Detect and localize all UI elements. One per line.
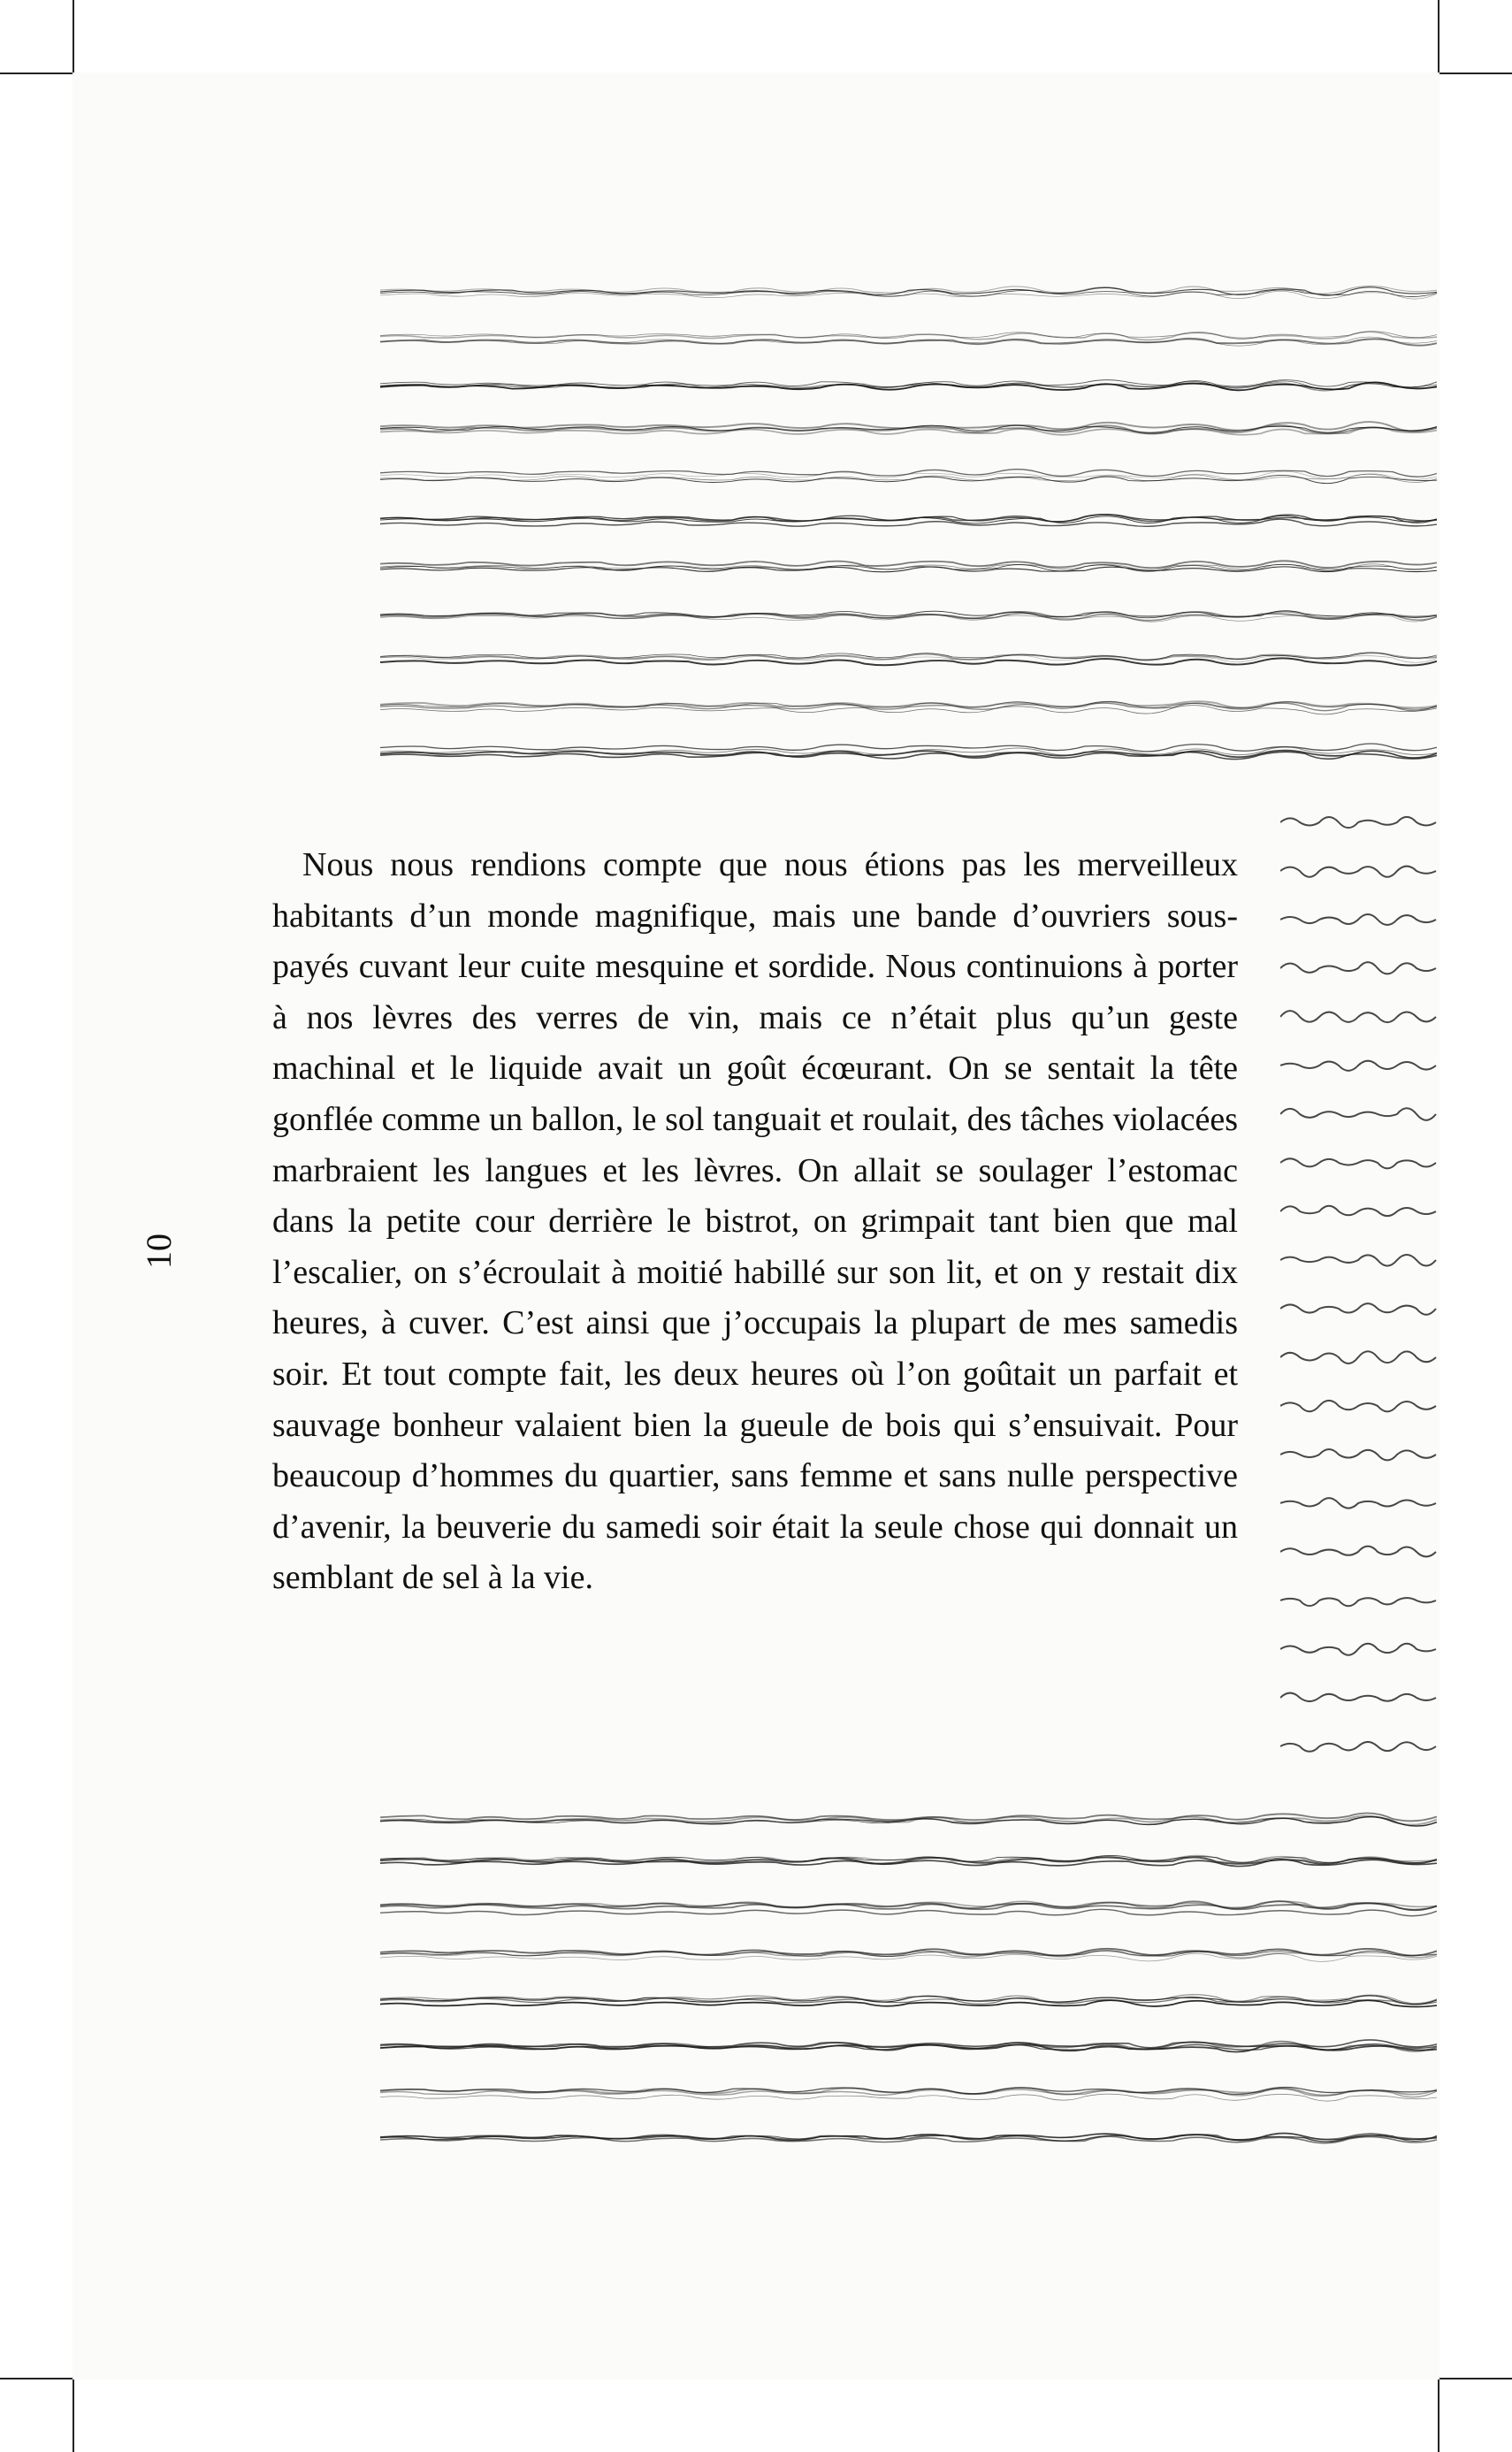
swirl-stroke: [1280, 914, 1436, 925]
swirl-stroke: [1280, 867, 1436, 877]
swirl-row: [380, 380, 1437, 391]
swirl-row: [380, 515, 1437, 527]
swirl-stroke: [380, 703, 1437, 711]
page-number: 10: [139, 1234, 179, 1269]
swirl-stroke: [1280, 1108, 1436, 1120]
crop-mark-left-top: [0, 73, 73, 74]
swirl-stroke: [380, 339, 1437, 346]
swirl-row: [380, 744, 1437, 760]
swirl-stroke: [380, 382, 1437, 390]
swirl-row: [380, 470, 1437, 484]
swirl-stroke: [1280, 1598, 1436, 1606]
swirl-stroke: [1280, 1206, 1436, 1216]
swirl-stroke: [1280, 1498, 1436, 1508]
swirl-stroke: [1280, 1158, 1436, 1168]
swirl-stroke: [380, 2000, 1437, 2006]
swirl-row: [380, 2134, 1437, 2143]
swirl-stroke: [380, 337, 1437, 346]
crop-mark-left-bottom: [0, 2378, 73, 2379]
body-paragraph: Nous nous rendions compte que nous étions pas les merveilleux habitants d’un monde magnifique, mais une bande d’ouvriers sous-payés cuvant leur cuite mesquine et sordide. Nous continuions à porter à nos lèvres des verres de vin, mais ce n’était plus qu’un geste machinal et le liquide avait un goût écœurant. On se sentait la tête gonflée comme un ballon, le sol tanguait et roulait, des tâches violacées marbraient les langues et les lèvres. On allait se soulager l’estomac dans la petite cour derrière le bistrot, on grimpait tant bien que mal l’escalier, on s’écroulait à moitié habillé sur son lit, et on y restait dix heures, à cuver. C’est ainsi que j’occupais la plupart de mes samedis soir. Et tout compte fait, les deux heures où l’on goûtait un parfait et sauvage bonheur valaient bien la gueule de bois qui s’ensuivait. Pour beaucoup d’hommes du quartier, sans femme et sans nulle perspective d’avenir, la beuverie du samedi soir était la seule chose qui donnait un semblant de sel à la vie.: [272, 846, 1238, 1597]
swirl-stroke: [1280, 1401, 1436, 1411]
crop-mark-right-top: [1439, 73, 1512, 74]
distorted-text-decoration-top: [380, 265, 1437, 796]
crop-mark-top-right: [1438, 0, 1439, 73]
swirl-stroke: [1280, 1255, 1436, 1266]
swirl-stroke: [1280, 1011, 1436, 1022]
swirl-row: [380, 2087, 1437, 2101]
swirl-stroke: [380, 612, 1437, 621]
swirl-row: [380, 701, 1437, 714]
swirl-stroke: [380, 1909, 1437, 1915]
crop-mark-bottom-right: [1438, 2379, 1439, 2452]
swirl-row: [380, 1814, 1437, 1827]
distorted-text-decoration-bottom: [380, 1791, 1437, 2180]
swirl-row: [380, 332, 1437, 346]
swirl-stroke: [1280, 1693, 1436, 1701]
swirl-stroke: [380, 567, 1437, 572]
swirl-row: [380, 1995, 1437, 2007]
crop-mark-top-left: [73, 0, 74, 73]
swirl-row: [380, 1901, 1437, 1916]
swirl-stroke: [1280, 1303, 1436, 1315]
swirl-stroke: [1280, 817, 1436, 828]
crop-mark-bottom-left: [73, 2379, 74, 2452]
swirl-stroke: [1280, 1449, 1436, 1460]
swirl-stroke: [1280, 1742, 1436, 1752]
distorted-text-decoration-right: [1280, 805, 1439, 1791]
swirl-stroke: [1280, 1644, 1436, 1655]
swirl-row: [380, 286, 1437, 299]
swirl-stroke: [1280, 1061, 1436, 1071]
swirl-row: [380, 561, 1437, 572]
swirl-stroke: [1280, 1547, 1436, 1557]
swirl-stroke: [380, 2094, 1437, 2101]
swirl-row: [380, 1949, 1437, 1962]
swirl-stroke: [1280, 962, 1436, 974]
swirl-stroke: [380, 658, 1437, 665]
swirl-stroke: [1280, 1351, 1436, 1363]
swirl-row: [380, 653, 1437, 666]
swirl-row: [380, 611, 1437, 623]
crop-mark-right-bottom: [1439, 2378, 1512, 2379]
swirl-row: [380, 422, 1437, 435]
swirl-row: [380, 2040, 1437, 2052]
swirl-row: [380, 1855, 1437, 1866]
